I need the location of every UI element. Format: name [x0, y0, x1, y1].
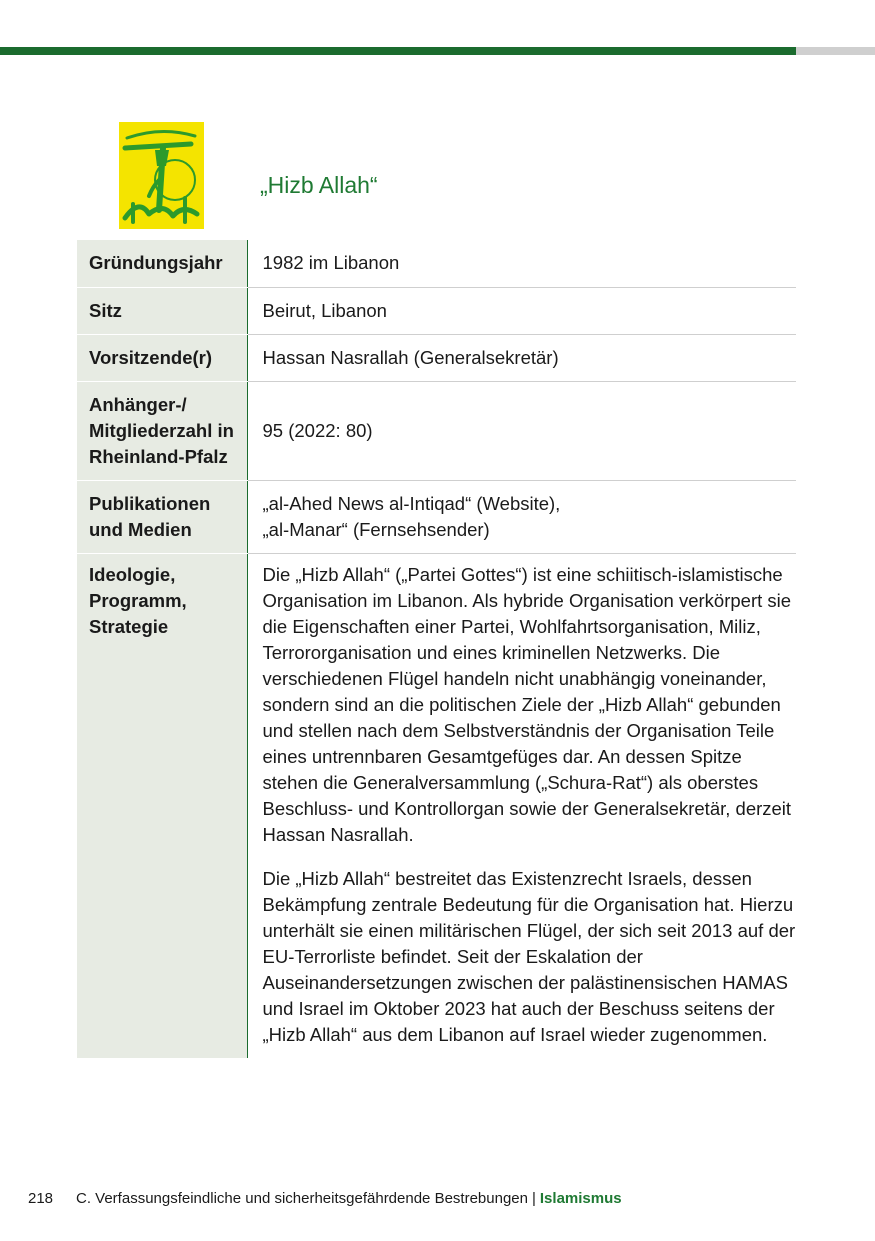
footer-separator: |	[531, 1190, 536, 1207]
row-label-founding-year: Gründungsjahr	[77, 240, 247, 287]
row-value-seat: Beirut, Libanon	[247, 287, 796, 334]
table-row	[77, 381, 796, 480]
label-line: Anhänger-/	[89, 393, 187, 415]
footer-section: Islamismus	[539, 1190, 622, 1207]
ideology-paragraph-2: Die „Hizb Allah“ bestreitet das Existenzrecht Israels, dessen Bekämpfung zentrale Bedeutung für die Organisation hat. Hierzu unterhält sie einen militärischen Flügel, der sich seit 2013 auf der EU-Terrorliste befindet. Seit der Eskalation der Auseinandersetzungen zwischen der palästinensischen HAMAS und Israel im Oktober 2023 hat auch der Beschuss seitens der „Hizb Allah“ aus dem Libanon auf Israel wieder zugenommen.	[262, 867, 796, 1045]
table-row	[77, 480, 796, 553]
row-value-publications	[247, 480, 796, 553]
row-label-ideology	[77, 553, 247, 1058]
label-line: Mitgliederzahl in	[89, 419, 234, 441]
organization-title: „Hizb Allah“	[260, 172, 378, 198]
table-row	[77, 240, 796, 287]
header-accent-bar	[0, 47, 796, 55]
footer-chapter: C. Verfassungsfeindliche und sicherheitsgefährdende Bestrebungen	[76, 1190, 528, 1207]
ideology-paragraph-1: Die „Hizb Allah“ („Partei Gottes“) ist eine schiitisch-islamistische Organisation im Libanon. Als hybride Organisation verkörpert sie die Eigenschaften einer Partei, Wohlfahrtsorganisation, Miliz, Terrororganisation und eines kriminellen Netzwerks. Die verschiedenen Flügel handeln nicht unabhängig voneinander, sondern sind an die politischen Ziele der „Hizb Allah“ gebunden und stellen nach dem Selbstverständnis der Organisation Teile eines untrennbaren Gesamtgefüges dar. An dessen Spitze stehen die Generalversammlung („Schura-Rat“) als oberstes Beschluss- und Kontrollorgan sowie der Generalsekretär, derzeit Hassan Nasrallah.	[262, 563, 792, 845]
page-number: 218	[28, 1190, 54, 1207]
row-value-ideology	[247, 553, 796, 1058]
row-label-chair: Vorsitzende(r)	[77, 334, 247, 381]
table-row	[77, 553, 796, 1058]
hizb-allah-flag-icon	[119, 122, 204, 229]
label-line: und Medien	[89, 518, 192, 540]
page-footer	[28, 1190, 622, 1207]
facts-table	[77, 240, 796, 1058]
label-line: Publikationen	[89, 492, 211, 514]
label-line: Ideologie,	[89, 563, 176, 585]
row-value-chair: Hassan Nasrallah (Generalsekretär)	[247, 334, 796, 381]
label-line: Rheinland-Pfalz	[89, 445, 228, 467]
label-line: Programm,	[89, 589, 187, 611]
row-label-seat: Sitz	[77, 287, 247, 334]
value-line: „al-Manar“ (Fernsehsender)	[262, 518, 490, 540]
header-secondary-bar	[796, 47, 875, 55]
row-label-publications	[77, 480, 247, 553]
value-line: „al-Ahed News al-Intiqad“ (Website),	[262, 492, 561, 514]
table-row	[77, 287, 796, 334]
row-label-members	[77, 381, 247, 480]
label-line: Strategie	[89, 615, 169, 637]
table-row	[77, 334, 796, 381]
row-value-members: 95 (2022: 80)	[247, 381, 796, 480]
row-value-founding-year: 1982 im Libanon	[247, 240, 796, 287]
